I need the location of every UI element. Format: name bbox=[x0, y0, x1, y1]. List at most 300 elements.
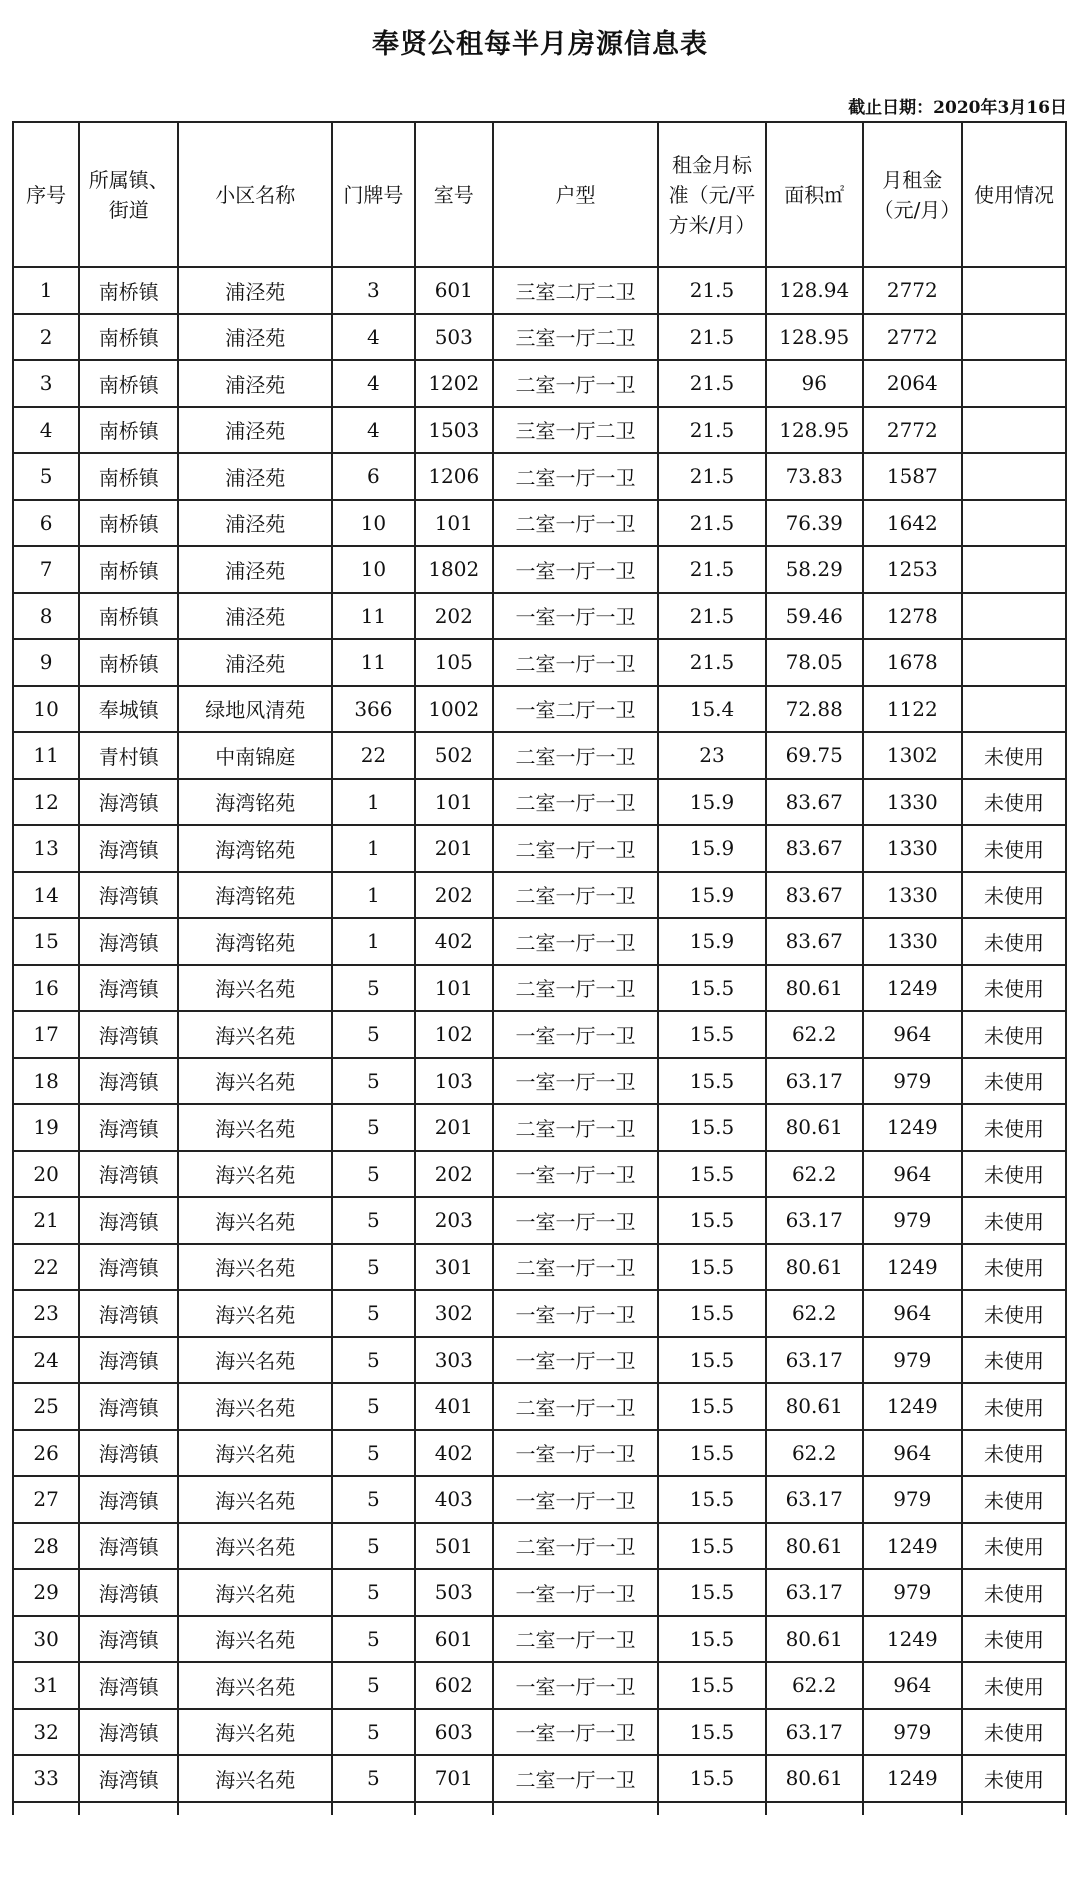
table-row bbox=[13, 1290, 1066, 1337]
layout-cell: 二室一厅一卫 bbox=[493, 965, 658, 1012]
estate-cell: 海兴名苑 bbox=[178, 1569, 332, 1616]
rate-cell: 15.5 bbox=[658, 1476, 766, 1523]
town-cell: 海湾镇 bbox=[79, 918, 178, 965]
rent-cell: 2772 bbox=[863, 407, 962, 454]
area-cell: 128.94 bbox=[766, 267, 863, 314]
area-cell: 80.61 bbox=[766, 1755, 863, 1802]
status-cell: 未使用 bbox=[962, 1662, 1066, 1709]
room-cell: 701 bbox=[415, 1755, 493, 1802]
table-row bbox=[13, 918, 1066, 965]
empty-cell bbox=[332, 1802, 415, 1815]
row-number: 25 bbox=[13, 1383, 79, 1430]
empty-cell bbox=[79, 1802, 178, 1815]
rent-cell: 1330 bbox=[863, 918, 962, 965]
building-cell: 22 bbox=[332, 732, 415, 779]
town-cell: 南桥镇 bbox=[79, 360, 178, 407]
status-cell: 未使用 bbox=[962, 918, 1066, 965]
building-cell: 11 bbox=[332, 593, 415, 640]
layout-cell: 一室二厅一卫 bbox=[493, 686, 658, 733]
rent-cell: 964 bbox=[863, 1011, 962, 1058]
rate-cell: 15.5 bbox=[658, 1755, 766, 1802]
rate-cell: 21.5 bbox=[658, 407, 766, 454]
building-cell: 5 bbox=[332, 965, 415, 1012]
table-row bbox=[13, 1058, 1066, 1105]
room-cell: 601 bbox=[415, 1616, 493, 1663]
area-cell: 63.17 bbox=[766, 1197, 863, 1244]
empty-cell bbox=[863, 1802, 962, 1815]
row-number: 31 bbox=[13, 1662, 79, 1709]
area-cell: 62.2 bbox=[766, 1662, 863, 1709]
status-cell bbox=[962, 360, 1066, 407]
building-cell: 5 bbox=[332, 1104, 415, 1151]
area-cell: 62.2 bbox=[766, 1290, 863, 1337]
rate-cell: 15.5 bbox=[658, 1244, 766, 1291]
town-cell: 海湾镇 bbox=[79, 1662, 178, 1709]
rent-cell: 1642 bbox=[863, 500, 962, 547]
row-number: 13 bbox=[13, 825, 79, 872]
room-cell: 1202 bbox=[415, 360, 493, 407]
area-cell: 128.95 bbox=[766, 407, 863, 454]
rate-cell: 15.5 bbox=[658, 1011, 766, 1058]
status-cell: 未使用 bbox=[962, 1755, 1066, 1802]
rent-cell: 1249 bbox=[863, 1616, 962, 1663]
rate-cell: 15.5 bbox=[658, 1104, 766, 1151]
estate-cell: 海兴名苑 bbox=[178, 1523, 332, 1570]
layout-cell: 三室一厅二卫 bbox=[493, 314, 658, 361]
estate-cell: 海兴名苑 bbox=[178, 1430, 332, 1477]
row-number: 26 bbox=[13, 1430, 79, 1477]
layout-cell: 二室一厅一卫 bbox=[493, 732, 658, 779]
building-cell: 1 bbox=[332, 872, 415, 919]
estate-cell: 浦泾苑 bbox=[178, 453, 332, 500]
building-cell: 4 bbox=[332, 407, 415, 454]
cutoff-date: 截止日期：2020年3月16日 bbox=[848, 98, 1067, 118]
building-cell: 10 bbox=[332, 500, 415, 547]
estate-cell: 海兴名苑 bbox=[178, 1476, 332, 1523]
row-number: 7 bbox=[13, 546, 79, 593]
estate-cell: 浦泾苑 bbox=[178, 639, 332, 686]
status-cell: 未使用 bbox=[962, 1430, 1066, 1477]
empty-cell bbox=[493, 1802, 658, 1815]
layout-cell: 二室一厅一卫 bbox=[493, 1383, 658, 1430]
rent-cell: 979 bbox=[863, 1197, 962, 1244]
rate-cell: 15.9 bbox=[658, 825, 766, 872]
rate-cell: 15.5 bbox=[658, 1662, 766, 1709]
town-cell: 南桥镇 bbox=[79, 593, 178, 640]
status-cell: 未使用 bbox=[962, 1337, 1066, 1384]
layout-cell: 一室一厅一卫 bbox=[493, 1662, 658, 1709]
rate-cell: 21.5 bbox=[658, 453, 766, 500]
town-cell: 南桥镇 bbox=[79, 546, 178, 593]
layout-cell: 一室一厅一卫 bbox=[493, 1569, 658, 1616]
area-cell: 83.67 bbox=[766, 918, 863, 965]
status-cell bbox=[962, 500, 1066, 547]
town-cell: 南桥镇 bbox=[79, 453, 178, 500]
room-cell: 501 bbox=[415, 1523, 493, 1570]
empty-cell bbox=[962, 1802, 1066, 1815]
row-number: 22 bbox=[13, 1244, 79, 1291]
status-cell: 未使用 bbox=[962, 1244, 1066, 1291]
column-header: 户型 bbox=[493, 122, 658, 267]
estate-cell: 海湾铭苑 bbox=[178, 825, 332, 872]
rent-cell: 1249 bbox=[863, 1755, 962, 1802]
layout-cell: 一室一厅一卫 bbox=[493, 546, 658, 593]
layout-cell: 二室一厅一卫 bbox=[493, 360, 658, 407]
rate-cell: 15.5 bbox=[658, 1197, 766, 1244]
estate-cell: 海兴名苑 bbox=[178, 1011, 332, 1058]
row-number: 18 bbox=[13, 1058, 79, 1105]
rate-cell: 21.5 bbox=[658, 546, 766, 593]
area-cell: 76.39 bbox=[766, 500, 863, 547]
room-cell: 503 bbox=[415, 314, 493, 361]
building-cell: 5 bbox=[332, 1383, 415, 1430]
area-cell: 58.29 bbox=[766, 546, 863, 593]
estate-cell: 绿地风清苑 bbox=[178, 686, 332, 733]
layout-cell: 二室一厅一卫 bbox=[493, 453, 658, 500]
housing-table bbox=[12, 121, 1067, 1815]
column-header: 所属镇、街道 bbox=[79, 122, 178, 267]
town-cell: 海湾镇 bbox=[79, 1383, 178, 1430]
rate-cell: 15.5 bbox=[658, 1430, 766, 1477]
status-cell: 未使用 bbox=[962, 1709, 1066, 1756]
layout-cell: 二室一厅一卫 bbox=[493, 918, 658, 965]
building-cell: 5 bbox=[332, 1290, 415, 1337]
building-cell: 5 bbox=[332, 1709, 415, 1756]
town-cell: 海湾镇 bbox=[79, 1709, 178, 1756]
layout-cell: 一室一厅一卫 bbox=[493, 1290, 658, 1337]
area-cell: 80.61 bbox=[766, 1523, 863, 1570]
status-cell bbox=[962, 407, 1066, 454]
row-number: 20 bbox=[13, 1151, 79, 1198]
rate-cell: 21.5 bbox=[658, 267, 766, 314]
estate-cell: 海兴名苑 bbox=[178, 1709, 332, 1756]
table-row bbox=[13, 1104, 1066, 1151]
row-number: 9 bbox=[13, 639, 79, 686]
table-row bbox=[13, 779, 1066, 826]
column-header: 门牌号 bbox=[332, 122, 415, 267]
row-number: 5 bbox=[13, 453, 79, 500]
table-row bbox=[13, 1244, 1066, 1291]
estate-cell: 浦泾苑 bbox=[178, 500, 332, 547]
estate-cell: 浦泾苑 bbox=[178, 314, 332, 361]
room-cell: 502 bbox=[415, 732, 493, 779]
town-cell: 海湾镇 bbox=[79, 1197, 178, 1244]
rent-cell: 1278 bbox=[863, 593, 962, 640]
row-number: 32 bbox=[13, 1709, 79, 1756]
estate-cell: 海兴名苑 bbox=[178, 1616, 332, 1663]
row-number: 14 bbox=[13, 872, 79, 919]
town-cell: 南桥镇 bbox=[79, 267, 178, 314]
table-header-row bbox=[13, 122, 1066, 267]
room-cell: 403 bbox=[415, 1476, 493, 1523]
column-header: 使用情况 bbox=[962, 122, 1066, 267]
table-row bbox=[13, 407, 1066, 454]
status-cell: 未使用 bbox=[962, 825, 1066, 872]
row-number: 16 bbox=[13, 965, 79, 1012]
layout-cell: 二室一厅一卫 bbox=[493, 872, 658, 919]
layout-cell: 二室一厅一卫 bbox=[493, 1523, 658, 1570]
area-cell: 72.88 bbox=[766, 686, 863, 733]
table-row bbox=[13, 1011, 1066, 1058]
status-cell bbox=[962, 546, 1066, 593]
room-cell: 301 bbox=[415, 1244, 493, 1291]
town-cell: 海湾镇 bbox=[79, 825, 178, 872]
status-cell: 未使用 bbox=[962, 965, 1066, 1012]
town-cell: 南桥镇 bbox=[79, 639, 178, 686]
building-cell: 5 bbox=[332, 1569, 415, 1616]
area-cell: 80.61 bbox=[766, 1104, 863, 1151]
room-cell: 101 bbox=[415, 500, 493, 547]
table-row bbox=[13, 500, 1066, 547]
town-cell: 海湾镇 bbox=[79, 1616, 178, 1663]
rate-cell: 15.5 bbox=[658, 1383, 766, 1430]
layout-cell: 二室一厅一卫 bbox=[493, 779, 658, 826]
row-number: 12 bbox=[13, 779, 79, 826]
table-row bbox=[13, 1616, 1066, 1663]
status-cell: 未使用 bbox=[962, 779, 1066, 826]
room-cell: 1002 bbox=[415, 686, 493, 733]
estate-cell: 海兴名苑 bbox=[178, 1151, 332, 1198]
column-header: 租金月标准（元/平方米/月） bbox=[658, 122, 766, 267]
town-cell: 南桥镇 bbox=[79, 407, 178, 454]
table-row bbox=[13, 1337, 1066, 1384]
layout-cell: 二室一厅一卫 bbox=[493, 1755, 658, 1802]
status-cell: 未使用 bbox=[962, 732, 1066, 779]
room-cell: 101 bbox=[415, 965, 493, 1012]
room-cell: 1503 bbox=[415, 407, 493, 454]
rent-cell: 1122 bbox=[863, 686, 962, 733]
town-cell: 海湾镇 bbox=[79, 1151, 178, 1198]
layout-cell: 一室一厅一卫 bbox=[493, 1430, 658, 1477]
status-cell: 未使用 bbox=[962, 1383, 1066, 1430]
layout-cell: 三室二厅二卫 bbox=[493, 267, 658, 314]
room-cell: 601 bbox=[415, 267, 493, 314]
town-cell: 海湾镇 bbox=[79, 1755, 178, 1802]
area-cell: 63.17 bbox=[766, 1337, 863, 1384]
town-cell: 南桥镇 bbox=[79, 500, 178, 547]
rent-cell: 1587 bbox=[863, 453, 962, 500]
estate-cell: 海兴名苑 bbox=[178, 1662, 332, 1709]
rent-cell: 1330 bbox=[863, 779, 962, 826]
table-row bbox=[13, 546, 1066, 593]
estate-cell: 中南锦庭 bbox=[178, 732, 332, 779]
building-cell: 4 bbox=[332, 360, 415, 407]
room-cell: 1802 bbox=[415, 546, 493, 593]
rate-cell: 15.5 bbox=[658, 965, 766, 1012]
table-row bbox=[13, 686, 1066, 733]
layout-cell: 一室一厅一卫 bbox=[493, 593, 658, 640]
table-row bbox=[13, 732, 1066, 779]
column-header: 室号 bbox=[415, 122, 493, 267]
table-row bbox=[13, 1569, 1066, 1616]
estate-cell: 浦泾苑 bbox=[178, 407, 332, 454]
layout-cell: 一室一厅一卫 bbox=[493, 1337, 658, 1384]
table-row bbox=[13, 360, 1066, 407]
estate-cell: 海兴名苑 bbox=[178, 1383, 332, 1430]
rate-cell: 15.5 bbox=[658, 1709, 766, 1756]
rent-cell: 2064 bbox=[863, 360, 962, 407]
building-cell: 5 bbox=[332, 1616, 415, 1663]
column-header: 序号 bbox=[13, 122, 79, 267]
table-row-partial bbox=[13, 1802, 1066, 1815]
row-number: 28 bbox=[13, 1523, 79, 1570]
rate-cell: 15.5 bbox=[658, 1151, 766, 1198]
area-cell: 83.67 bbox=[766, 825, 863, 872]
room-cell: 103 bbox=[415, 1058, 493, 1105]
estate-cell: 海兴名苑 bbox=[178, 1244, 332, 1291]
town-cell: 海湾镇 bbox=[79, 1430, 178, 1477]
row-number: 4 bbox=[13, 407, 79, 454]
rate-cell: 15.5 bbox=[658, 1290, 766, 1337]
area-cell: 78.05 bbox=[766, 639, 863, 686]
building-cell: 6 bbox=[332, 453, 415, 500]
row-number: 17 bbox=[13, 1011, 79, 1058]
room-cell: 603 bbox=[415, 1709, 493, 1756]
rate-cell: 21.5 bbox=[658, 314, 766, 361]
room-cell: 201 bbox=[415, 1104, 493, 1151]
rent-cell: 2772 bbox=[863, 314, 962, 361]
layout-cell: 二室一厅一卫 bbox=[493, 639, 658, 686]
rent-cell: 979 bbox=[863, 1337, 962, 1384]
area-cell: 62.2 bbox=[766, 1430, 863, 1477]
building-cell: 5 bbox=[332, 1011, 415, 1058]
room-cell: 402 bbox=[415, 918, 493, 965]
town-cell: 海湾镇 bbox=[79, 1476, 178, 1523]
area-cell: 63.17 bbox=[766, 1709, 863, 1756]
building-cell: 5 bbox=[332, 1476, 415, 1523]
table-row bbox=[13, 639, 1066, 686]
layout-cell: 二室一厅一卫 bbox=[493, 825, 658, 872]
page-title: 奉贤公租每半月房源信息表 bbox=[372, 29, 708, 60]
layout-cell: 二室一厅一卫 bbox=[493, 500, 658, 547]
rent-cell: 1330 bbox=[863, 872, 962, 919]
area-cell: 62.2 bbox=[766, 1011, 863, 1058]
area-cell: 62.2 bbox=[766, 1151, 863, 1198]
rate-cell: 15.4 bbox=[658, 686, 766, 733]
town-cell: 海湾镇 bbox=[79, 1058, 178, 1105]
row-number: 6 bbox=[13, 500, 79, 547]
rate-cell: 21.5 bbox=[658, 639, 766, 686]
room-cell: 402 bbox=[415, 1430, 493, 1477]
column-header: 月租金（元/月） bbox=[863, 122, 962, 267]
area-cell: 80.61 bbox=[766, 1244, 863, 1291]
row-number: 1 bbox=[13, 267, 79, 314]
rent-cell: 979 bbox=[863, 1058, 962, 1105]
building-cell: 11 bbox=[332, 639, 415, 686]
town-cell: 奉城镇 bbox=[79, 686, 178, 733]
estate-cell: 海湾铭苑 bbox=[178, 779, 332, 826]
rent-cell: 964 bbox=[863, 1151, 962, 1198]
room-cell: 202 bbox=[415, 593, 493, 640]
building-cell: 5 bbox=[332, 1244, 415, 1291]
town-cell: 海湾镇 bbox=[79, 1337, 178, 1384]
status-cell: 未使用 bbox=[962, 1011, 1066, 1058]
table-row bbox=[13, 1476, 1066, 1523]
room-cell: 303 bbox=[415, 1337, 493, 1384]
building-cell: 5 bbox=[332, 1058, 415, 1105]
estate-cell: 海兴名苑 bbox=[178, 1337, 332, 1384]
town-cell: 海湾镇 bbox=[79, 1104, 178, 1151]
rent-cell: 979 bbox=[863, 1476, 962, 1523]
estate-cell: 浦泾苑 bbox=[178, 267, 332, 314]
row-number: 8 bbox=[13, 593, 79, 640]
table-row bbox=[13, 1151, 1066, 1198]
rate-cell: 15.9 bbox=[658, 779, 766, 826]
area-cell: 83.67 bbox=[766, 779, 863, 826]
area-cell: 63.17 bbox=[766, 1569, 863, 1616]
status-cell bbox=[962, 453, 1066, 500]
town-cell: 南桥镇 bbox=[79, 314, 178, 361]
area-cell: 128.95 bbox=[766, 314, 863, 361]
layout-cell: 三室一厅二卫 bbox=[493, 407, 658, 454]
building-cell: 4 bbox=[332, 314, 415, 361]
status-cell: 未使用 bbox=[962, 1104, 1066, 1151]
status-cell bbox=[962, 639, 1066, 686]
rate-cell: 15.5 bbox=[658, 1058, 766, 1105]
empty-cell bbox=[658, 1802, 766, 1815]
estate-cell: 海兴名苑 bbox=[178, 1290, 332, 1337]
rate-cell: 15.5 bbox=[658, 1337, 766, 1384]
empty-cell bbox=[178, 1802, 332, 1815]
status-cell bbox=[962, 686, 1066, 733]
estate-cell: 海湾铭苑 bbox=[178, 918, 332, 965]
room-cell: 101 bbox=[415, 779, 493, 826]
rent-cell: 979 bbox=[863, 1569, 962, 1616]
area-cell: 80.61 bbox=[766, 965, 863, 1012]
row-number: 23 bbox=[13, 1290, 79, 1337]
town-cell: 海湾镇 bbox=[79, 872, 178, 919]
rent-cell: 964 bbox=[863, 1662, 962, 1709]
layout-cell: 一室一厅一卫 bbox=[493, 1058, 658, 1105]
status-cell bbox=[962, 593, 1066, 640]
estate-cell: 海湾铭苑 bbox=[178, 872, 332, 919]
estate-cell: 浦泾苑 bbox=[178, 360, 332, 407]
building-cell: 5 bbox=[332, 1430, 415, 1477]
table-row bbox=[13, 267, 1066, 314]
row-number: 24 bbox=[13, 1337, 79, 1384]
room-cell: 102 bbox=[415, 1011, 493, 1058]
area-cell: 69.75 bbox=[766, 732, 863, 779]
table-row bbox=[13, 453, 1066, 500]
row-number: 15 bbox=[13, 918, 79, 965]
room-cell: 1206 bbox=[415, 453, 493, 500]
room-cell: 105 bbox=[415, 639, 493, 686]
rent-cell: 1249 bbox=[863, 1244, 962, 1291]
town-cell: 海湾镇 bbox=[79, 1290, 178, 1337]
layout-cell: 二室一厅一卫 bbox=[493, 1244, 658, 1291]
area-cell: 59.46 bbox=[766, 593, 863, 640]
area-cell: 63.17 bbox=[766, 1476, 863, 1523]
empty-cell bbox=[415, 1802, 493, 1815]
table-row bbox=[13, 314, 1066, 361]
table-row bbox=[13, 593, 1066, 640]
layout-cell: 一室一厅一卫 bbox=[493, 1709, 658, 1756]
status-cell: 未使用 bbox=[962, 1058, 1066, 1105]
status-cell: 未使用 bbox=[962, 1476, 1066, 1523]
table-row bbox=[13, 1662, 1066, 1709]
building-cell: 5 bbox=[332, 1151, 415, 1198]
building-cell: 5 bbox=[332, 1755, 415, 1802]
estate-cell: 海兴名苑 bbox=[178, 1197, 332, 1244]
town-cell: 海湾镇 bbox=[79, 1569, 178, 1616]
rent-cell: 1249 bbox=[863, 1383, 962, 1430]
table-row bbox=[13, 1709, 1066, 1756]
estate-cell: 海兴名苑 bbox=[178, 1058, 332, 1105]
building-cell: 5 bbox=[332, 1197, 415, 1244]
row-number: 10 bbox=[13, 686, 79, 733]
rate-cell: 21.5 bbox=[658, 360, 766, 407]
status-cell: 未使用 bbox=[962, 1569, 1066, 1616]
